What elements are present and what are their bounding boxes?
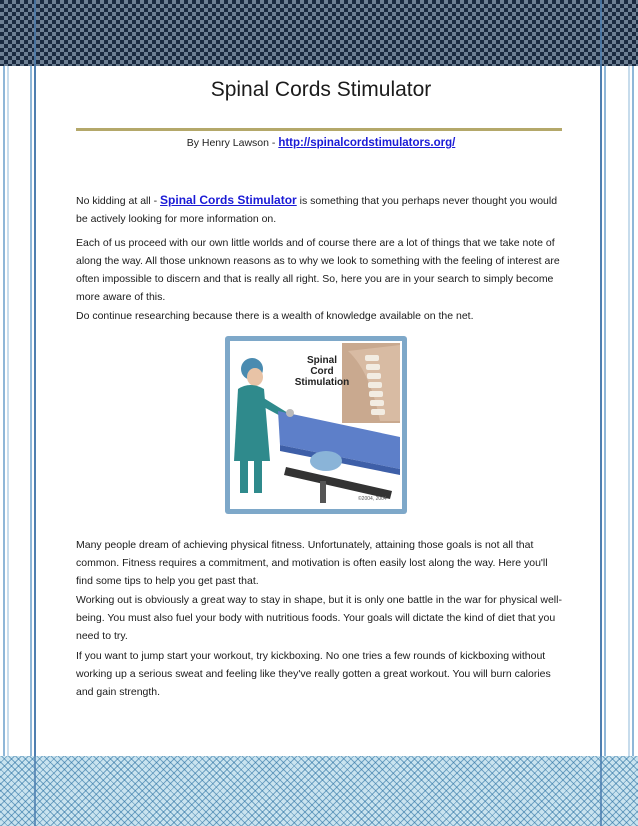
paragraph-3: Do continue researching because there is a wealth of knowledge available on the net. (76, 310, 474, 322)
figure-label-line2: Cord (310, 366, 334, 377)
byline-author: By Henry Lawson - (186, 137, 279, 149)
left-frame-line (34, 0, 36, 826)
right-frame-line (600, 0, 602, 826)
surgeon-leg-icon (254, 459, 262, 493)
byline (76, 137, 566, 149)
paragraph-4: Many people dream of achieving physical fitness. Unfortunately, attaining those goals is not all that common. Fitness requires a commitment, and motivation is often easily lost along the way. Here you'll find some tips to help you get past that. (76, 539, 548, 587)
intro-text-after: is something that you perhaps never thought you would be actively looking for more information on. (76, 195, 558, 225)
paragraph-5: Working out is obviously a great way to stay in shape, but it is only one battle in the war for physical well-being. You must also fuel your body with nutritious foods. Your goals will dictate the kind of diet that you need to try. (76, 594, 562, 642)
page-title: Spinal Cords Stimulator (210, 78, 432, 101)
spinal-cord-stimulation-illustration (225, 336, 407, 514)
bottom-decorative-border (0, 756, 638, 826)
top-decorative-border (0, 0, 638, 66)
right-decorative-border (598, 66, 638, 756)
spinal-cords-stimulator-link[interactable]: Spinal Cords Stimulator (160, 193, 297, 207)
figure-label-line3: Stimulation (294, 377, 350, 388)
operating-table-icon (284, 467, 392, 499)
paragraph-2: Each of us proceed with our own little worlds and of course there are a lot of things that we take note of along the way. All those unknown reasons as to why we look to something with the feeling of interest are often impossible to discern and that is really all right. So, here you are in your search to simply become more aware of this. (76, 237, 560, 303)
table-leg-icon (320, 481, 326, 503)
figure-label (288, 355, 356, 388)
patient-head-cap-icon (310, 451, 342, 471)
figure-label-line1: Spinal (306, 355, 337, 366)
figure-copyright: ©2004, 2004 (358, 496, 387, 502)
surgeon-gown-icon (234, 385, 270, 461)
title-underline (76, 128, 562, 131)
byline-link[interactable]: http://spinalcordstimulators.org/ (278, 137, 456, 149)
intro-text-before: No kidding at all - (76, 195, 161, 207)
stimulator-device-icon (286, 409, 294, 417)
paragraph-intro (76, 191, 566, 228)
illustration-canvas (230, 341, 402, 509)
paragraph-6: If you want to jump start your workout, try kickboxing. No one tries a few rounds of kickboxing without working up a serious sweat and feeling like they've really gotten a great workout. You will burn calories and gain strength. (76, 650, 551, 698)
surgeon-face-icon (247, 368, 263, 386)
surgeon-leg-icon (240, 459, 248, 493)
left-decorative-border (0, 66, 38, 756)
